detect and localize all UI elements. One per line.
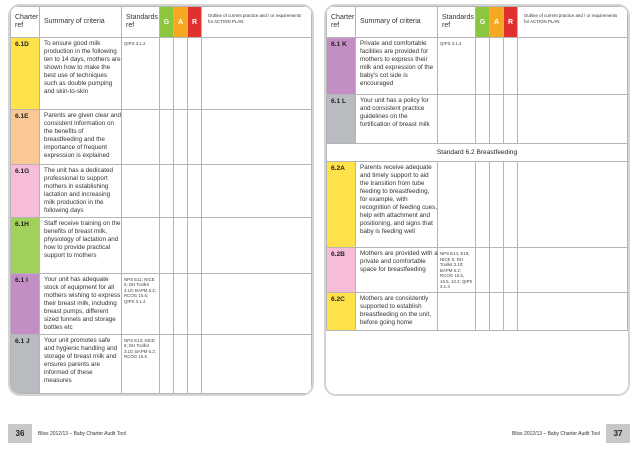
amber-rating-cell[interactable] — [174, 217, 188, 273]
action-plan-cell[interactable] — [202, 217, 312, 273]
page-number: 36 — [8, 424, 32, 443]
table-row — [327, 162, 628, 248]
criteria-text: Mothers are provided with a private and comfortable space for breastfeeding — [356, 248, 438, 293]
red-rating-cell[interactable] — [504, 95, 518, 144]
red-rating-cell[interactable] — [188, 334, 202, 393]
green-rating-cell[interactable] — [476, 38, 490, 95]
criteria-text: Parents receive adequate and timely support to aid the transition from tube feeding to breastfeeding, for example, with recognition of feeding cues, help with attachment and positioning, and signs that baby is feeding well — [356, 162, 438, 248]
standards-ref — [438, 95, 476, 144]
table-header-row — [11, 7, 312, 38]
outline-header: Outline of current practice and / or requirements for ACTION PLAN — [202, 7, 312, 38]
green-rating-header: G — [476, 7, 490, 38]
green-rating-cell[interactable] — [160, 38, 174, 110]
green-rating-cell[interactable] — [160, 110, 174, 165]
footer-right — [506, 424, 630, 443]
amber-rating-cell[interactable] — [174, 334, 188, 393]
table-row — [327, 38, 628, 95]
standards-ref — [122, 110, 160, 165]
green-rating-cell[interactable] — [160, 334, 174, 393]
criteria-text: Your unit has adequate stock of equipment for all mothers wishing to express their breast milk, including breast pumps, different sized funnels and storage bottles etc — [40, 273, 122, 334]
action-plan-cell[interactable] — [518, 248, 628, 293]
standards-ref: NPS E11; NICE 6; DH Toolkit 3.10; BAPM 6.2; RCOG 15.5; QIPS 3.1.4 — [122, 273, 160, 334]
charter-ref: 6.1D — [11, 38, 40, 110]
green-rating-cell[interactable] — [476, 162, 490, 248]
table-row — [11, 165, 312, 218]
action-plan-cell[interactable] — [518, 162, 628, 248]
outline-header: Outline of current practice and / or requirements for ACTION PLAN — [518, 7, 628, 38]
table-row — [11, 334, 312, 393]
green-rating-cell[interactable] — [476, 95, 490, 144]
criteria-header: Summary of criteria — [40, 7, 122, 38]
charter-ref: 6.1 L — [327, 95, 356, 144]
section-title: Standard 6.2 Breastfeeding — [327, 144, 628, 162]
green-rating-cell[interactable] — [160, 165, 174, 218]
amber-rating-cell[interactable] — [490, 162, 504, 248]
red-rating-header: R — [188, 7, 202, 38]
page-number: 37 — [606, 424, 630, 443]
red-rating-cell[interactable] — [188, 110, 202, 165]
charter-ref: 6.2C — [327, 293, 356, 331]
charter-ref: 6.1E — [11, 110, 40, 165]
footer-text: Bliss 2012/13 – Baby Charter Audit Tool — [38, 430, 127, 437]
criteria-text: The unit has a dedicated professional to support mothers in establishing lactation and increasing milk production in the following days — [40, 165, 122, 218]
green-rating-cell[interactable] — [476, 248, 490, 293]
criteria-text: Your unit promotes safe and hygienic handling and storage of breast milk and ensures parents are informed of these measures — [40, 334, 122, 393]
amber-rating-header: A — [490, 7, 504, 38]
amber-rating-header: A — [174, 7, 188, 38]
charter-ref: 6.1 I — [11, 273, 40, 334]
green-rating-cell[interactable] — [476, 293, 490, 331]
audit-page-right — [324, 4, 630, 396]
action-plan-cell[interactable] — [518, 38, 628, 95]
footer-text: Bliss 2012/13 – Baby Charter Audit Tool — [512, 430, 601, 437]
action-plan-cell[interactable] — [518, 95, 628, 144]
charter-ref: 6.2A — [327, 162, 356, 248]
criteria-text: Your unit has a policy for and consistent practice guidelines on the fortification of breast milk — [356, 95, 438, 144]
table-row — [11, 38, 312, 110]
standards-ref: NPS E13; NICE 6; DH Toolkit 3.10; BAPM 6.2; RCOG 15.5 — [122, 334, 160, 393]
green-rating-header: G — [160, 7, 174, 38]
criteria-text: To ensure good milk production in the following ten to 14 days, mothers are shown how to make the best use of techniques such as double pumping and skin-to-skin — [40, 38, 122, 110]
action-plan-cell[interactable] — [202, 273, 312, 334]
standards-ref: QIPS 3.1.4 — [438, 38, 476, 95]
red-rating-cell[interactable] — [504, 162, 518, 248]
table-row — [11, 217, 312, 273]
criteria-text: Parents are given clear and consistent information on the benefits of breastfeeding and the importance of frequent expression is explained — [40, 110, 122, 165]
table-row — [11, 110, 312, 165]
action-plan-cell[interactable] — [202, 38, 312, 110]
amber-rating-cell[interactable] — [174, 273, 188, 334]
criteria-header: Summary of criteria — [356, 7, 438, 38]
charter-ref: 6.1 K — [327, 38, 356, 95]
table-header-row — [327, 7, 628, 38]
charter-ref-header: Charter ref — [11, 7, 40, 38]
table-row — [11, 273, 312, 334]
charter-ref: 6.1 J — [11, 334, 40, 393]
green-rating-cell[interactable] — [160, 273, 174, 334]
amber-rating-cell[interactable] — [174, 38, 188, 110]
amber-rating-cell[interactable] — [490, 248, 504, 293]
charter-ref: 6.2B — [327, 248, 356, 293]
red-rating-cell[interactable] — [188, 217, 202, 273]
standards-ref: NPS E14, E15; NICE 6; DH Toolkit 3.10; BAPM 6.2; RCOG 15.5, 16.5, 13.2; QIPS 3.1.4 — [438, 248, 476, 293]
standards-ref — [438, 293, 476, 331]
criteria-table-right — [326, 6, 628, 331]
red-rating-cell[interactable] — [504, 248, 518, 293]
red-rating-cell[interactable] — [188, 38, 202, 110]
red-rating-header: R — [504, 7, 518, 38]
action-plan-cell[interactable] — [202, 110, 312, 165]
table-row — [327, 293, 628, 331]
green-rating-cell[interactable] — [160, 217, 174, 273]
standards-ref — [438, 162, 476, 248]
audit-page-left — [8, 4, 314, 396]
charter-ref: 6.1H — [11, 217, 40, 273]
action-plan-cell[interactable] — [202, 334, 312, 393]
section-row — [327, 144, 628, 162]
standards-ref — [122, 165, 160, 218]
criteria-text: Mothers are consistently supported to establish breastfeeding on the unit, before going home — [356, 293, 438, 331]
criteria-text: Staff receive training on the benefits of breast milk, physiology of lactation and how to provide practical support to mothers — [40, 217, 122, 273]
amber-rating-cell[interactable] — [490, 38, 504, 95]
amber-rating-cell[interactable] — [174, 165, 188, 218]
red-rating-cell[interactable] — [504, 293, 518, 331]
red-rating-cell[interactable] — [504, 38, 518, 95]
standards-header: Standards ref — [122, 7, 160, 38]
standards-ref: QIPS 3.1.2 — [122, 38, 160, 110]
footer-left — [8, 424, 132, 443]
amber-rating-cell[interactable] — [490, 95, 504, 144]
red-rating-cell[interactable] — [188, 273, 202, 334]
standards-ref — [122, 217, 160, 273]
criteria-table-left — [10, 6, 312, 394]
action-plan-cell[interactable] — [518, 293, 628, 331]
criteria-text: Private and comfortable facilities are provided for mothers to express their milk and expression of the baby's cot side is encouraged — [356, 38, 438, 95]
standards-header: Standards ref — [438, 7, 476, 38]
charter-ref: 6.1G — [11, 165, 40, 218]
action-plan-cell[interactable] — [202, 165, 312, 218]
table-row — [327, 95, 628, 144]
red-rating-cell[interactable] — [188, 165, 202, 218]
charter-ref-header: Charter ref — [327, 7, 356, 38]
table-row — [327, 248, 628, 293]
amber-rating-cell[interactable] — [174, 110, 188, 165]
amber-rating-cell[interactable] — [490, 293, 504, 331]
